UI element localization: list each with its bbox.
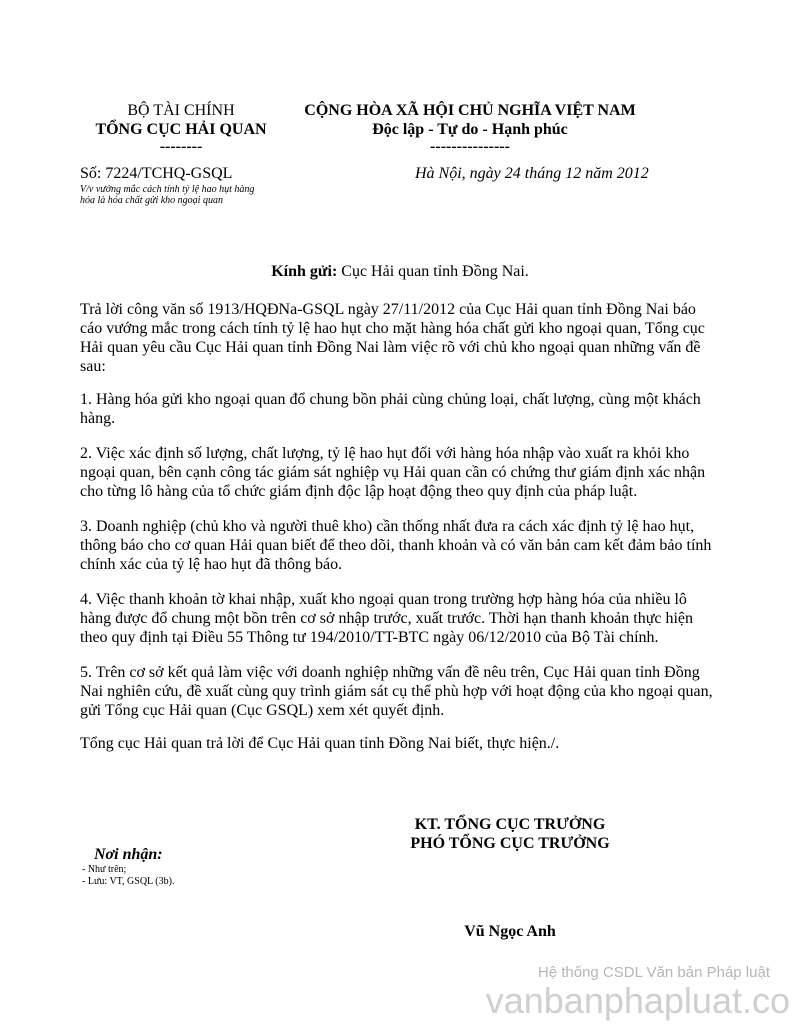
signature-title-line2: PHÓ TỔNG CỤC TRƯỞNG [410,835,610,852]
country-name: CỘNG HÒA XÃ HỘI CHỦ NGHĨA VIỆT NAM [304,102,636,119]
motto-divider: --------------- [430,138,510,155]
ministry-name: BỘ TÀI CHÍNH [127,102,235,119]
signature-title-line1: KT. TỔNG CỤC TRƯỞNG [414,816,606,833]
body-paragraph: 4. Việc thanh khoản tờ khai nhập, xuất kho ngoại quan trong trường hợp hàng hóa của nhiều lô hàng được đổ chung một bồn trên cơ sở nhập trước, xuất trước. Thời hạn thanh khoản thực hiện theo quy định tại Điều 55 Thông tư 194/2010/TT-BTC ngày 06/12/2010 của Bộ Tài chính. [80,591,694,646]
issuing-agency-block [70,101,292,155]
document-subject: V/v vướng mắc cách tính tỷ lệ hao hụt hàng hóa là hóa chất gửi kho ngoại quan [80,184,255,206]
signature-title [400,815,620,853]
agency-divider: -------- [159,138,203,155]
agency-name: TỔNG CỤC HẢI QUAN [95,121,267,138]
recipient-item: - Như trên; [82,864,127,875]
recipients-title: Nơi nhận: [94,846,163,863]
body-paragraph: 2. Việc xác định số lượng, chất lượng, tỷ lệ hao hụt đối với hàng hóa nhập vào xuất ra khỏi kho ngoại quan, bên cạnh công tác giám sát nghiệp vụ Hải quan cần có chứng thư giám định xác nhận cho từng lô hàng của tổ chức giám định độc lập hoạt động theo quy định của pháp luật. [80,445,706,500]
body-paragraph: Trả lời công văn số 1913/HQĐNa-GSQL ngày 27/11/2012 của Cục Hải quan tỉnh Đồng Nai báo cáo vướng mắc trong cách tính tỷ lệ hao hụt cho mặt hàng hóa chất gửi kho ngoại quan, Tổng cục Hải quan yêu cầu Cục Hải quan tỉnh Đồng Nai làm việc rõ với chủ kho ngoại quan những vấn đề sau: [80,301,705,375]
signer-name: Vũ Ngọc Anh [464,923,556,940]
watermark-caption: Hệ thống CSDL Văn bản Pháp luật [537,964,770,981]
recipient-item: - Lưu: VT, GSQL (3b). [82,876,175,887]
body-paragraph: 5. Trên cơ sở kết quả làm việc với doanh nghiệp những vấn đề nêu trên, Cục Hải quan tỉnh Đồng Nai nghiên cứu, đề xuất cùng quy trình giám sát cụ thể phù hợp với hoạt động của kho ngoại quan, gửi Tổng cục Hải quan (Cục GSQL) xem xét quyết định. [80,664,713,719]
addressee-line [0,262,800,281]
body-paragraph: 1. Hàng hóa gửi kho ngoại quan đổ chung bồn phải cùng chủng loại, chất lượng, cùng một khách hàng. [80,391,701,427]
national-motto: Độc lập - Tự do - Hạnh phúc [372,121,568,138]
body-paragraph: 3. Doanh nghiệp (chủ kho và người thuê kho) cần thống nhất đưa ra cách xác định tỷ lệ hao hụt, thông báo cho cơ quan Hải quan biết để theo dõi, thanh khoản và có văn bản cam kết đảm bảo tính chính xác của tỷ lệ hao hụt đã thông báo. [80,518,712,573]
addressee-label: Kính gửi: [271,263,338,280]
document-number: Số: 7224/TCHQ-GSQL [80,165,233,182]
addressee-name: Cục Hải quan tỉnh Đồng Nai. [337,263,529,280]
place-and-date: Hà Nội, ngày 24 tháng 12 năm 2012 [415,165,649,182]
watermark-site: vanbanphapluat.co [485,980,790,1021]
national-heading-block [280,101,660,155]
closing-paragraph: Tổng cục Hải quan trả lời để Cục Hải quan tỉnh Đồng Nai biết, thực hiện./. [80,735,560,752]
